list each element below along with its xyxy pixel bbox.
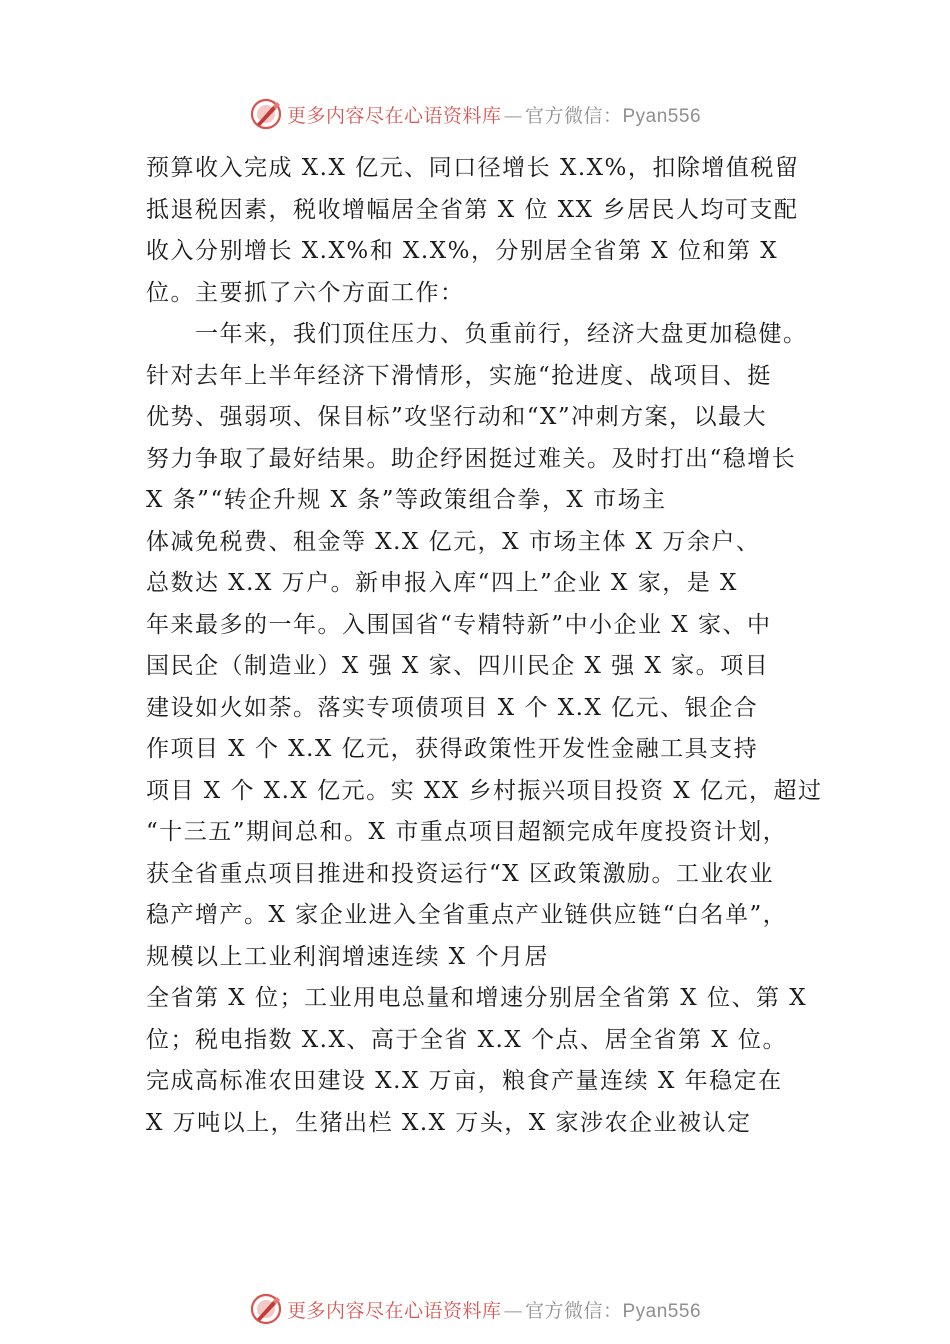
body-line: 作项目 X 个 X.X 亿元，获得政策性开发性金融工具支持 — [146, 736, 759, 762]
watermark-dash: — — [503, 1299, 523, 1322]
body-line: 努力争取了最好结果。助企纾困挺过难关。及时打出“稳增长 — [146, 445, 797, 472]
body-line: 位；税电指数 X.X、高于全省 X.X 个点、居全省第 X 位。 — [146, 1026, 788, 1053]
body-line: 获全省重点项目推进和投资运行“X 区政策激励。工业农业 — [146, 860, 774, 887]
body-line: 规模以上工业利润增速连续 X 个月居 — [146, 943, 549, 970]
pen-logo-icon — [249, 97, 283, 131]
watermark-dash: — — [503, 104, 523, 127]
watermark-account: Pyan556 — [622, 1300, 702, 1322]
watermark-red-text: 更多内容尽在心语资料库 — [286, 104, 502, 127]
body-line: 总数达 X.X 万户。新申报入库“四上”企业 X 家，是 X — [146, 570, 738, 596]
pen-logo-icon — [249, 1292, 283, 1326]
watermark-text — [287, 1296, 701, 1323]
body-line: 体减免税费、租金等 X.X 亿元，X 市场主体 X 万余户、 — [146, 528, 761, 555]
body-line: X 条”“转企升规 X 条”等政策组合拳，X 市场主 — [146, 487, 667, 513]
body-line: 抵退税因素，税收增幅居全省第 X 位 XX 乡居民人均可支配 — [146, 196, 799, 223]
watermark-account: Pyan556 — [622, 105, 702, 127]
body-line: 年来最多的一年。入围国省“专精特新”中小企业 X 家、中 — [146, 611, 772, 638]
body-line: 位。主要抓了六个方面工作： — [146, 279, 465, 306]
body-line: 完成高标准农田建设 X.X 万亩，粮食产量连续 X 年稳定在 — [146, 1068, 783, 1094]
body-line: 项目 X 个 X.X 亿元。实 XX 乡村振兴项目投资 X 亿元，超过 — [146, 777, 823, 804]
body-line: 国民企（制造业）X 强 X 家、四川民企 X 强 X 家。项目 — [146, 653, 770, 679]
body-line: 优势、强弱项、保目标”攻坚行动和“X”冲刺方案，以最大 — [146, 404, 768, 430]
watermark-gray-label: 官方微信： — [524, 104, 623, 127]
watermark-footer — [0, 1289, 950, 1329]
watermark-red-text: 更多内容尽在心语资料库 — [286, 1299, 502, 1322]
document-body — [146, 148, 836, 1144]
body-line: 稳产增产。X 家企业进入全省重点产业链供应链“白名单”， — [146, 902, 788, 928]
watermark-gray-label: 官方微信： — [524, 1299, 623, 1322]
watermark-text — [287, 101, 701, 128]
body-line: “十三五”期间总和。X 市重点项目超额完成年度投资计划， — [146, 819, 788, 845]
body-line: 一年来，我们顶住压力、负重前行，经济大盘更加稳健。 — [146, 321, 808, 347]
body-line: 建设如火如荼。落实专项债项目 X 个 X.X 亿元、银企合 — [146, 694, 759, 721]
body-line: 收入分别增长 X.X%和 X.X%，分别居全省第 X 位和第 X — [146, 238, 779, 264]
body-line: X 万吨以上，生猪出栏 X.X 万头，X 家涉农企业被认定 — [146, 1109, 752, 1136]
body-line: 针对去年上半年经济下滑情形，实施“抢进度、战项目、挺 — [146, 362, 772, 389]
body-line: 预算收入完成 X.X 亿元、同口径增长 X.X%，扣除增值税留 — [146, 155, 800, 181]
watermark-header — [0, 94, 950, 134]
body-line: 全省第 X 位；工业用电总量和增速分别居全省第 X 位、第 X — [146, 985, 808, 1011]
